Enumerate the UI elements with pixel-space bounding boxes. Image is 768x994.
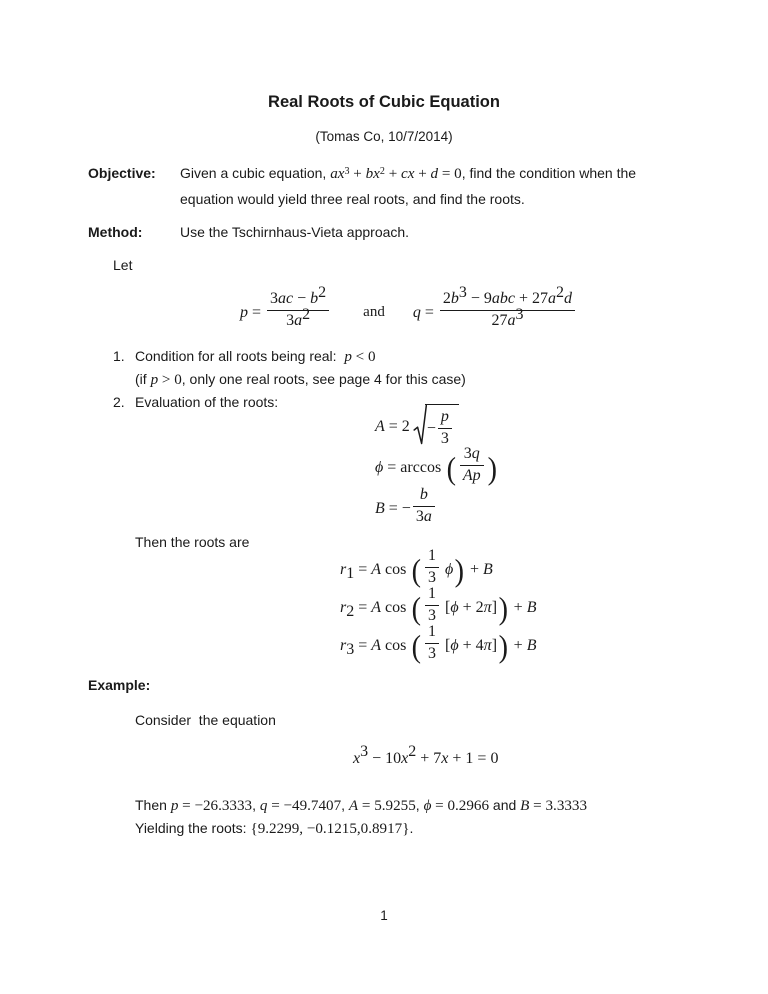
text-run: cx (401, 166, 415, 182)
equation-r2: r2 = A cos ( $\frac{1}{3}$ [ϕ + 2π] ) + B (340, 585, 537, 626)
text-run: = (248, 303, 266, 321)
text-run: p (440, 408, 449, 426)
equation-r1-lhs (340, 560, 411, 582)
text-run: Yielding the roots: (135, 820, 251, 836)
fraction-numerator (413, 486, 435, 505)
text-run: p (150, 371, 159, 388)
objective-line-1 (180, 162, 636, 188)
doc-title: Real Roots of Cubic Equation (268, 93, 500, 111)
text-run: Ap (462, 467, 481, 485)
equation-r3-argument (441, 637, 497, 655)
text-run: + (414, 166, 431, 182)
text-run: − 10 (368, 749, 402, 767)
text-run: A (371, 560, 382, 578)
text-run: π (483, 598, 492, 616)
roots-intro-text: Then the roots are (135, 533, 250, 550)
text-run: d (564, 290, 573, 308)
fraction (425, 547, 439, 587)
method-label: Method: (88, 224, 143, 240)
equation-q-lhs (413, 304, 438, 322)
text-run: ] (491, 598, 498, 616)
text-run: 3 (286, 312, 295, 330)
text-run: 2 (379, 165, 385, 177)
text-run: < 0 (351, 348, 376, 365)
list-item-text (135, 391, 278, 413)
text-run: 3 (428, 645, 437, 663)
text-run: a (294, 312, 303, 330)
text-run: = 0.2966 (431, 797, 490, 814)
equation-A-lhs (375, 418, 410, 436)
example-results (0, 794, 768, 841)
text-run: = (420, 303, 438, 321)
text-run: (if (135, 370, 151, 387)
text-run: a (423, 508, 432, 526)
equation-p-q (0, 283, 768, 336)
text-run: > 0 (158, 371, 182, 388)
text-run: , find the condition when the (461, 165, 637, 181)
text-run: cos (381, 598, 411, 616)
text-run: abc (491, 290, 516, 308)
and-connector: and (363, 304, 385, 320)
text-run: + (509, 636, 527, 654)
text-run: r (340, 636, 347, 654)
text-run: 1 (346, 564, 355, 582)
fraction-denominator (438, 428, 452, 449)
text-run: 3 (440, 430, 449, 448)
radicand-sign (427, 420, 436, 438)
equation-example (0, 742, 768, 771)
fraction-numerator (460, 445, 484, 464)
fraction-numerator (438, 408, 452, 427)
fraction (460, 445, 484, 485)
text-run: A (371, 598, 382, 616)
text-run: = 3.3333 (529, 797, 588, 814)
text-run: b (419, 486, 428, 504)
text-run: + (509, 598, 527, 616)
text-run: Condition for all roots being real: (135, 347, 345, 364)
text-run: p (344, 348, 352, 365)
text-run: + 27 (515, 290, 549, 308)
square-root (413, 404, 459, 448)
text-run: q (471, 445, 480, 463)
list-item-number: 1. (113, 347, 125, 364)
text-run: + 1 = 0 (448, 749, 499, 767)
fraction (440, 283, 575, 330)
text-run: p (240, 303, 248, 321)
equation-B-lhs (375, 500, 411, 518)
text-run: + 2 (458, 598, 484, 616)
text-run: 1 (428, 623, 437, 641)
text-run: 3 (463, 445, 472, 463)
method-section (0, 221, 768, 244)
let-label: Let (113, 256, 133, 273)
text-run: [ (441, 636, 451, 654)
text-run: and (489, 796, 521, 813)
text-run: − (293, 290, 311, 308)
text-run: + 4 (458, 636, 484, 654)
text-run: = 2 (384, 417, 410, 435)
fraction-numerator (425, 585, 439, 604)
example-result-line-2 (135, 817, 768, 841)
fraction-numerator (440, 283, 575, 309)
text-run: ϕ (445, 560, 454, 578)
example-result-line-1 (135, 794, 768, 818)
list-item-number-spacer (113, 368, 135, 391)
text-run: Then (135, 796, 171, 813)
text-run: B (526, 636, 537, 654)
text-run: , (341, 796, 349, 813)
text-run: 3 (415, 508, 424, 526)
fraction-numerator (425, 623, 439, 642)
text-run: B (375, 499, 385, 517)
text-run: B (483, 560, 493, 578)
text-run: 3 (428, 569, 437, 587)
equation-p-lhs (240, 304, 265, 322)
text-run: 3 (428, 607, 437, 625)
text-run: , only one real roots, see page 4 for this case) (181, 370, 466, 387)
equation-A (0, 407, 768, 447)
fraction-numerator (425, 547, 439, 566)
fraction-numerator (267, 283, 329, 309)
text-run: 2 (346, 602, 355, 620)
text-run: + (349, 166, 366, 182)
text-run: ac (278, 290, 294, 308)
text-run: b (450, 290, 459, 308)
fraction (267, 283, 329, 330)
text-run: d (430, 166, 439, 182)
text-run: + 7 (416, 749, 442, 767)
page-number: 1 (380, 908, 388, 923)
text-run: 1 (428, 547, 437, 565)
equation-r3: r3 = A cos ( $\frac{1}{3}$ [ϕ + 4π] ) + B (340, 623, 537, 664)
text-run: p (170, 797, 179, 814)
equation-r1-argument (441, 561, 453, 579)
text-run: a (548, 290, 557, 308)
fraction-denominator (413, 506, 435, 527)
equation-r2-argument (441, 599, 497, 617)
text-run: 3 (458, 283, 467, 301)
fraction (413, 486, 435, 526)
objective-section (0, 162, 768, 210)
text-run: A (371, 636, 382, 654)
text-run: {9.2299, −0.1215,0.8917} (250, 821, 410, 837)
text-run: ax (330, 166, 345, 182)
list-item-1-continuation (113, 368, 768, 391)
text-run: − (426, 419, 436, 437)
text-run: q (412, 303, 421, 321)
equation-phi-lhs (375, 459, 445, 477)
text-run: A (348, 797, 359, 814)
text-run: + (384, 166, 401, 182)
fraction (425, 623, 439, 663)
text-run: 3 (360, 742, 369, 760)
text-run: . (409, 820, 414, 836)
fraction (438, 408, 452, 448)
equation-B (0, 486, 768, 529)
text-run: 2 (302, 305, 311, 323)
text-run: 2 (318, 283, 327, 301)
fraction-denominator (425, 643, 439, 664)
text-run: r (340, 560, 347, 578)
text-run: b (310, 290, 319, 308)
text-run: q (259, 797, 268, 814)
radicand (425, 404, 459, 448)
objective-text (180, 162, 636, 210)
text-run: ϕ (450, 636, 459, 654)
fraction-denominator (267, 305, 329, 331)
text-run: − 9 (466, 290, 492, 308)
text-run: 3 (515, 305, 524, 323)
equation-r3-tail (510, 637, 537, 655)
equation-p (240, 283, 331, 332)
text-run: 3 (270, 290, 279, 308)
text-run: = (354, 636, 372, 654)
equation-phi: ϕ = arccos ( $\frac{3q}{Ap}$ ) (375, 445, 497, 486)
text-run: = −26.3333 (178, 797, 253, 814)
text-run: B (526, 598, 537, 616)
list-item-number: 2. (113, 393, 125, 410)
text-run: 2 (408, 742, 417, 760)
text-run: = 5.9255 (358, 797, 416, 814)
text-run: Evaluation of the roots: (135, 393, 279, 410)
equation-r2-lhs (340, 598, 411, 620)
text-run: , (415, 796, 424, 813)
text-run: 1 (428, 585, 437, 603)
equation-r1: r1 = A cos ( $\frac{1}{3}$ ϕ ) + B (340, 547, 493, 588)
text-run: 2 (442, 290, 451, 308)
text-run: = (354, 598, 372, 616)
method-text: Use the Tschirnhaus-Vieta approach. (180, 224, 410, 240)
text-run: cos (381, 636, 411, 654)
text-run: ϕ (450, 598, 459, 616)
text-run: [ (441, 598, 451, 616)
text-run: cos (381, 560, 411, 578)
equation-r3-lhs (340, 636, 411, 658)
text-run: ϕ (423, 797, 432, 814)
fraction-denominator (440, 305, 575, 331)
text-run: ϕ (375, 458, 384, 476)
text-run: π (483, 636, 492, 654)
consider-text: Consider the equation (135, 711, 276, 728)
numbered-list (0, 345, 768, 413)
text-run: A (375, 417, 385, 435)
text-run: = −49.7407 (267, 797, 342, 814)
text-run: 2 (556, 283, 565, 301)
equation-r2-tail (510, 599, 537, 617)
equation-r1-tail (466, 561, 493, 579)
text-run: = − (384, 499, 411, 517)
text-run: = arccos (383, 458, 446, 476)
fraction-denominator (460, 465, 484, 486)
text-run: = 0 (438, 166, 462, 182)
text-run: r (340, 598, 347, 616)
text-run: x (401, 749, 409, 767)
text-run: 3 (346, 640, 355, 658)
text-run: 27 (491, 312, 508, 330)
list-item-text (135, 345, 376, 368)
text-run: Given a cubic equation, (180, 165, 331, 181)
list-item-text (135, 368, 466, 391)
text-run: B (520, 797, 530, 814)
text-run: x (353, 749, 361, 767)
example-label: Example: (88, 676, 151, 693)
text-run: , (252, 796, 260, 813)
fraction (425, 585, 439, 625)
text-run: 3 (344, 165, 350, 177)
text-run: = (354, 560, 372, 578)
text-run: bx (365, 166, 380, 182)
text-run: + (465, 560, 483, 578)
text-run: ] (491, 636, 498, 654)
doc-byline: (Tomas Co, 10/7/2014) (315, 129, 453, 144)
text-run: x (441, 749, 449, 767)
equation-q (412, 283, 577, 332)
text-run: equation would yield three real roots, and find the roots. (180, 190, 525, 207)
root-equations (0, 547, 768, 665)
text-run: a (507, 312, 516, 330)
objective-label: Objective: (88, 165, 156, 181)
list-item-1 (113, 345, 768, 368)
objective-line-2 (180, 188, 636, 211)
